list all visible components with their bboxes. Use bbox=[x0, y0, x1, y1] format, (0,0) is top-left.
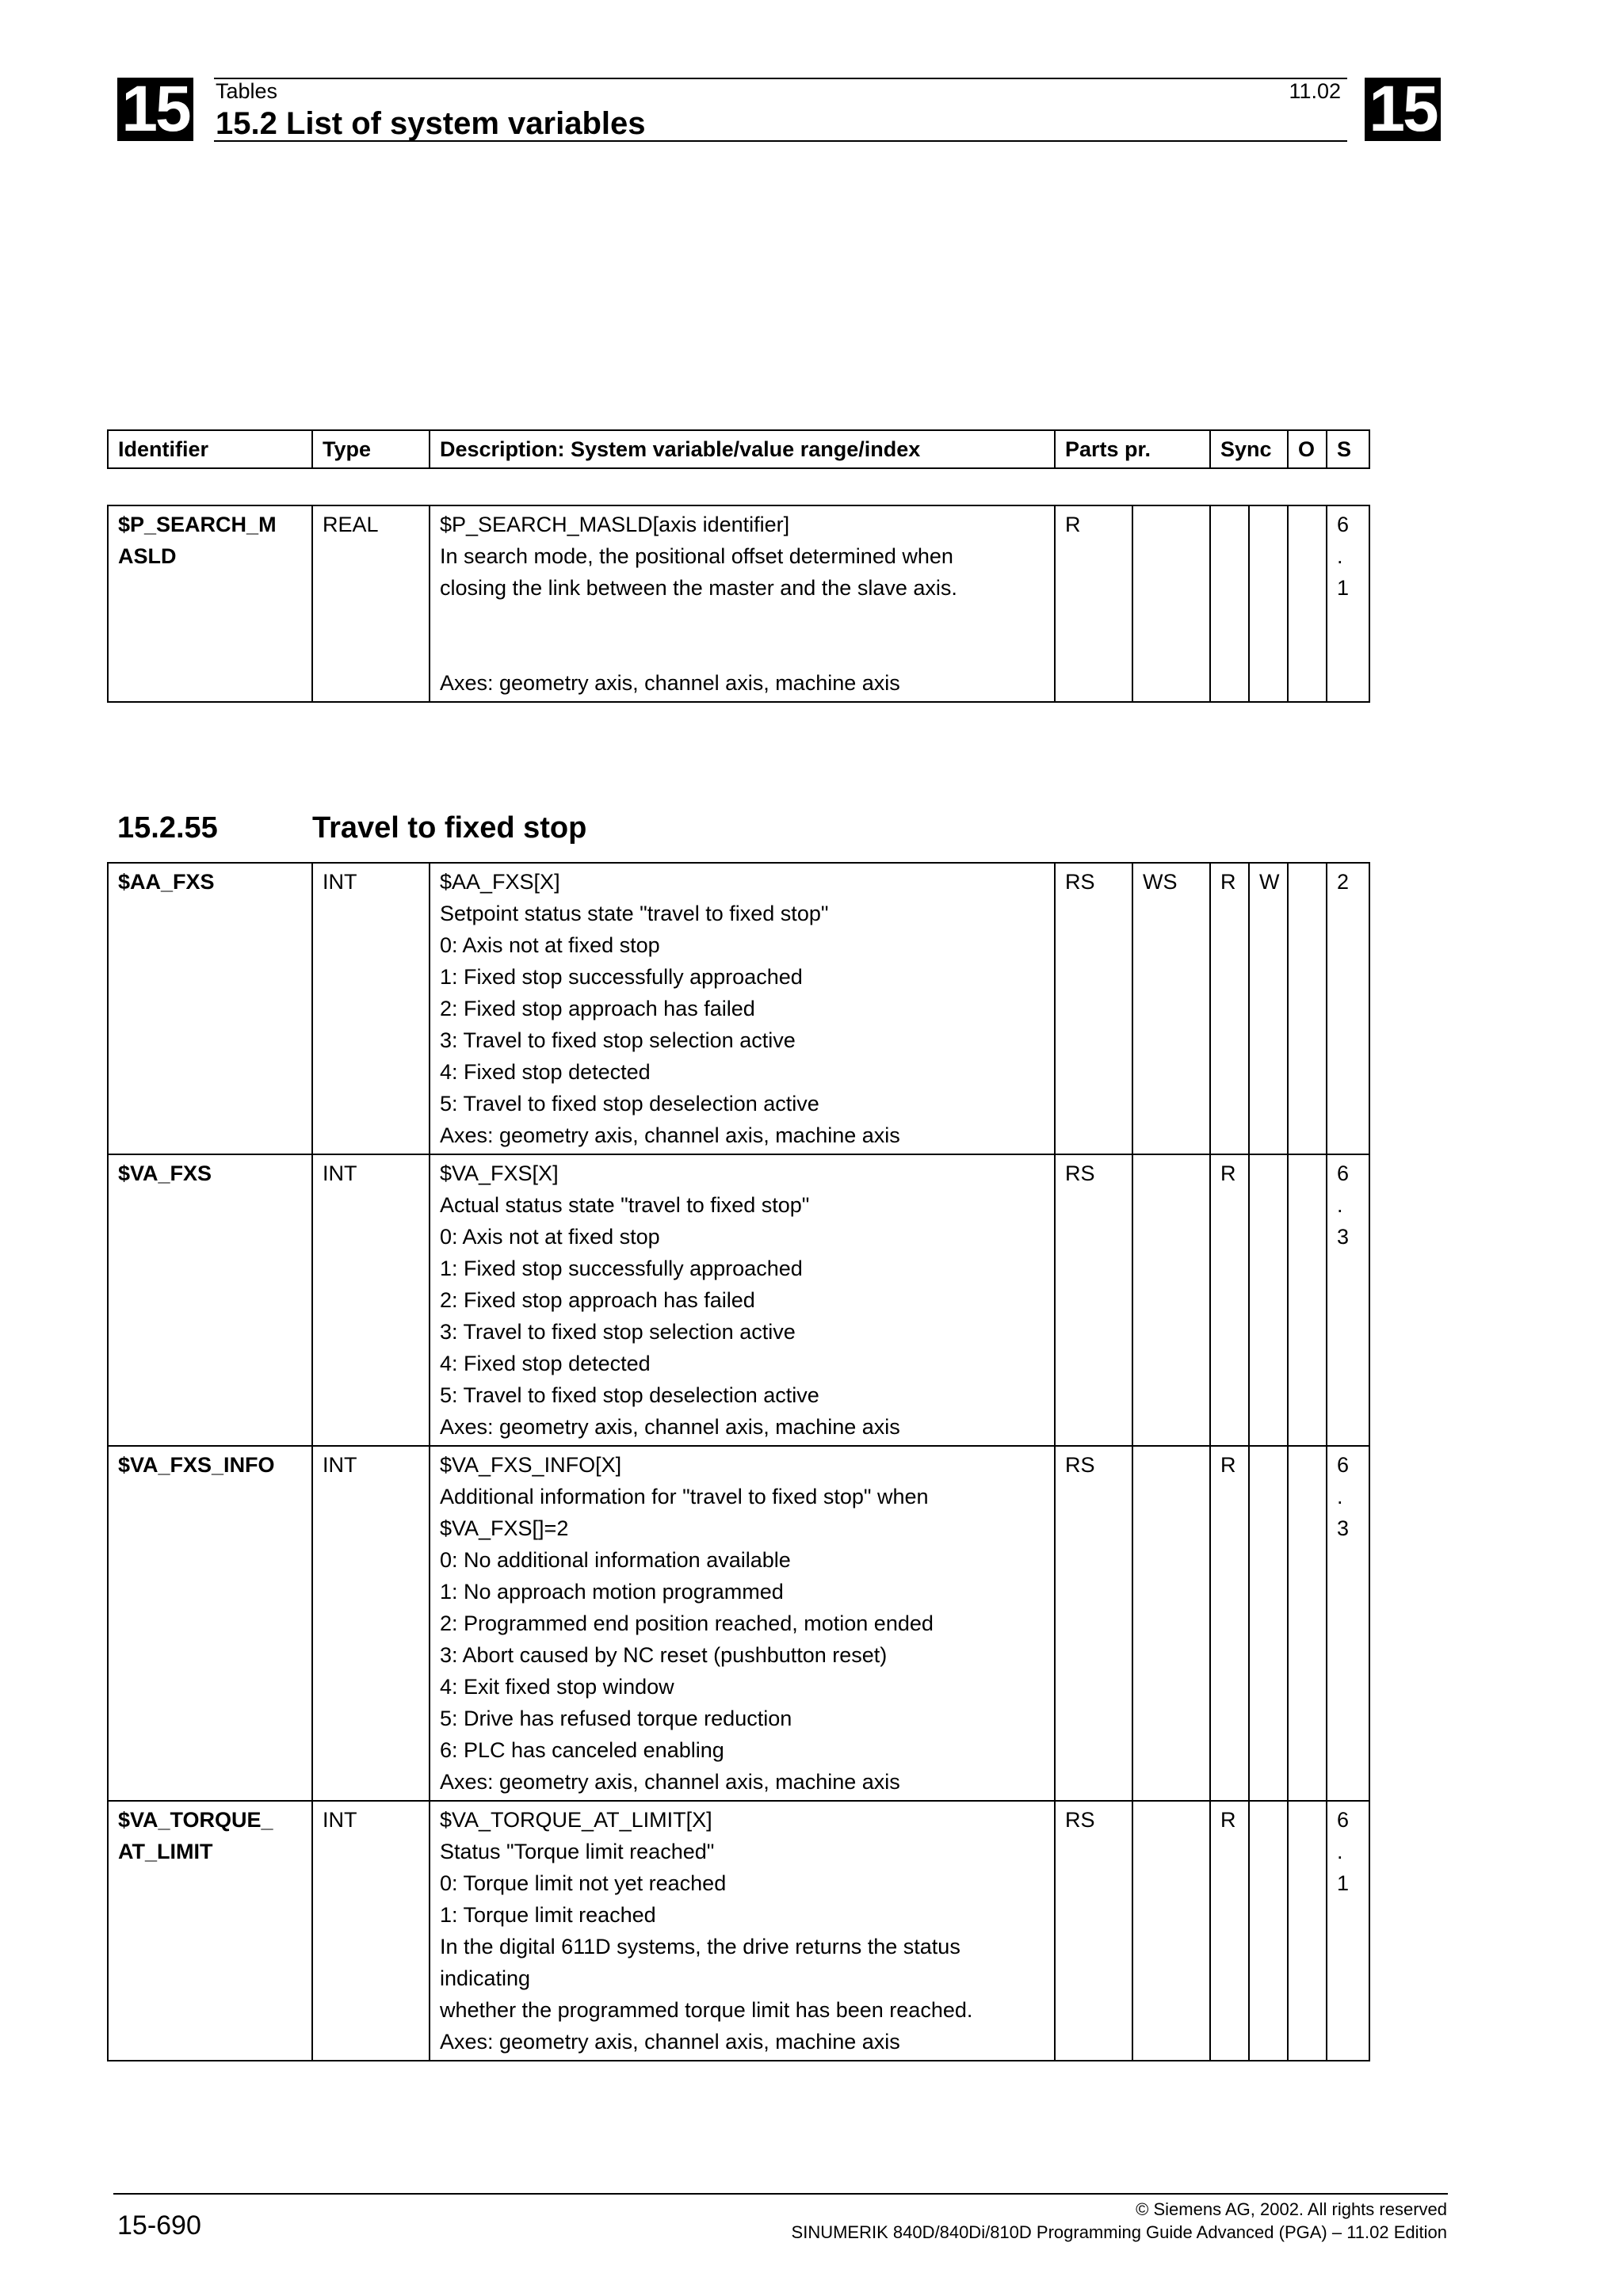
header-section-label: Tables bbox=[216, 79, 278, 103]
description-cell-line: $P_SEARCH_MASLD[axis identifier] bbox=[440, 513, 790, 536]
description-cell-line: Setpoint status state "travel to fixed stop" bbox=[440, 902, 829, 925]
page-title: 15.2 List of system variables bbox=[216, 106, 646, 141]
identifier-cell-line: $VA_TORQUE_ bbox=[118, 1808, 273, 1832]
parts-pr-cell: RS bbox=[1055, 863, 1132, 1154]
parts-pr-secondary-cell: WS bbox=[1132, 863, 1210, 1154]
description-cell-line: $VA_TORQUE_AT_LIMIT[X] bbox=[440, 1808, 712, 1832]
system-variable-table-first bbox=[107, 505, 1370, 703]
footer-rule bbox=[113, 2193, 1448, 2195]
sync-cell: R bbox=[1210, 1446, 1249, 1801]
system-variable-table-fixed-stop bbox=[107, 862, 1370, 2061]
sync-secondary-cell bbox=[1249, 1801, 1288, 2061]
s-cell bbox=[1327, 1154, 1369, 1446]
parts-pr-cell: RS bbox=[1055, 1154, 1132, 1446]
description-cell-line: $VA_FXS_INFO[X] bbox=[440, 1453, 622, 1477]
description-cell-line: 3: Travel to fixed stop selection active bbox=[440, 1320, 796, 1344]
description-cell-line: $AA_FXS[X] bbox=[440, 870, 560, 894]
sync-cell bbox=[1210, 505, 1249, 702]
description-cell bbox=[430, 1154, 1055, 1446]
s-cell bbox=[1327, 1446, 1369, 1801]
s-cell-line: 6 bbox=[1337, 1453, 1350, 1477]
description-cell bbox=[430, 505, 1055, 702]
identifier-cell bbox=[108, 863, 312, 1154]
header-rule-bottom bbox=[214, 140, 1347, 142]
description-cell-line: 5: Travel to fixed stop deselection active bbox=[440, 1383, 819, 1407]
description-cell-line: 1: Torque limit reached bbox=[440, 1903, 656, 1927]
s-cell-line: . bbox=[1337, 544, 1343, 568]
type-cell: INT bbox=[312, 1801, 430, 2061]
sync-cell: R bbox=[1210, 1801, 1249, 2061]
s-cell-line: . bbox=[1337, 1193, 1343, 1217]
description-cell-line: $VA_FXS[X] bbox=[440, 1161, 559, 1185]
column-header-row bbox=[108, 430, 1369, 468]
table-row bbox=[108, 1154, 1369, 1446]
description-cell-line: Axes: geometry axis, channel axis, machine axis bbox=[440, 1123, 900, 1147]
description-cell-line: Status "Torque limit reached" bbox=[440, 1840, 715, 1863]
s-cell-line: 1 bbox=[1337, 576, 1350, 600]
description-cell-line: 1: Fixed stop successfully approached bbox=[440, 965, 803, 989]
description-cell-line: 0: No additional information available bbox=[440, 1548, 791, 1572]
header-date: 11.02 bbox=[1289, 79, 1341, 103]
o-cell bbox=[1288, 1154, 1327, 1446]
column-header-identifier: Identifier bbox=[108, 430, 312, 468]
chapter-number-badge-right: 15 bbox=[1365, 78, 1441, 141]
sync-secondary-cell bbox=[1249, 505, 1288, 702]
sync-cell: R bbox=[1210, 863, 1249, 1154]
identifier-cell bbox=[108, 1801, 312, 2061]
o-cell bbox=[1288, 863, 1327, 1154]
column-header-s: S bbox=[1327, 430, 1369, 468]
description-cell-line: 1: Fixed stop successfully approached bbox=[440, 1257, 803, 1280]
type-cell: INT bbox=[312, 863, 430, 1154]
o-cell bbox=[1288, 1446, 1327, 1801]
description-cell bbox=[430, 1801, 1055, 2061]
identifier-cell bbox=[108, 505, 312, 702]
identifier-cell-line: $AA_FXS bbox=[118, 870, 215, 894]
table-row bbox=[108, 505, 1369, 702]
identifier-cell-line: $VA_FXS bbox=[118, 1161, 212, 1185]
s-cell-line: 6 bbox=[1337, 1808, 1350, 1832]
description-cell-line: 4: Fixed stop detected bbox=[440, 1060, 651, 1084]
s-cell bbox=[1327, 863, 1369, 1154]
description-cell-line bbox=[440, 604, 1044, 635]
description-cell-line: 3: Abort caused by NC reset (pushbutton reset) bbox=[440, 1643, 888, 1667]
column-header-description: Description: System variable/value range/index bbox=[430, 430, 1055, 468]
column-header-type: Type bbox=[312, 430, 430, 468]
s-cell bbox=[1327, 505, 1369, 702]
description-cell-line: Axes: geometry axis, channel axis, machine axis bbox=[440, 1415, 900, 1439]
description-cell-line: In search mode, the positional offset determined when bbox=[440, 544, 953, 568]
description-cell-line: 4: Fixed stop detected bbox=[440, 1352, 651, 1375]
description-cell-line: $VA_FXS[]=2 bbox=[440, 1516, 569, 1540]
s-cell-line: 3 bbox=[1337, 1225, 1350, 1249]
description-cell-line: 0: Axis not at fixed stop bbox=[440, 1225, 660, 1249]
s-cell-line: 3 bbox=[1337, 1516, 1350, 1540]
parts-pr-secondary-cell bbox=[1132, 1801, 1210, 2061]
description-cell-line: 5: Travel to fixed stop deselection active bbox=[440, 1092, 819, 1116]
column-header-table bbox=[107, 429, 1370, 469]
s-cell-line: 1 bbox=[1337, 1871, 1350, 1895]
page-number: 15-690 bbox=[117, 2210, 201, 2241]
sync-secondary-cell: W bbox=[1249, 863, 1288, 1154]
description-cell-line: 4: Exit fixed stop window bbox=[440, 1675, 674, 1699]
type-cell: INT bbox=[312, 1446, 430, 1801]
header-rule-top bbox=[214, 78, 1347, 79]
column-header-sync: Sync bbox=[1210, 430, 1288, 468]
description-cell-line: 2: Programmed end position reached, motion ended bbox=[440, 1611, 934, 1635]
description-cell bbox=[430, 863, 1055, 1154]
parts-pr-secondary-cell bbox=[1132, 1446, 1210, 1801]
sync-cell: R bbox=[1210, 1154, 1249, 1446]
table-row bbox=[108, 1446, 1369, 1801]
description-cell-line: Additional information for "travel to fixed stop" when bbox=[440, 1485, 929, 1508]
s-cell-line: . bbox=[1337, 1840, 1343, 1863]
section-title: Travel to fixed stop bbox=[312, 811, 587, 845]
footer-edition: SINUMERIK 840D/840Di/810D Programming Guide Advanced (PGA) – 11.02 Edition bbox=[791, 2222, 1447, 2242]
description-cell-line: Actual status state "travel to fixed stop" bbox=[440, 1193, 810, 1217]
chapter-number-badge: 15 bbox=[117, 78, 193, 141]
parts-pr-secondary-cell bbox=[1132, 1154, 1210, 1446]
identifier-cell-line: AT_LIMIT bbox=[118, 1840, 213, 1863]
description-cell-line: 0: Torque limit not yet reached bbox=[440, 1871, 727, 1895]
identifier-cell-line: $P_SEARCH_M bbox=[118, 513, 277, 536]
description-cell-line: 2: Fixed stop approach has failed bbox=[440, 1288, 755, 1312]
description-cell-line: indicating bbox=[440, 1966, 531, 1990]
identifier-cell bbox=[108, 1446, 312, 1801]
table-row bbox=[108, 1801, 1369, 2061]
o-cell bbox=[1288, 1801, 1327, 2061]
parts-pr-cell: R bbox=[1055, 505, 1132, 702]
sync-secondary-cell bbox=[1249, 1446, 1288, 1801]
identifier-cell bbox=[108, 1154, 312, 1446]
identifier-cell-line: $VA_FXS_INFO bbox=[118, 1453, 275, 1477]
description-cell-line: 3: Travel to fixed stop selection active bbox=[440, 1028, 796, 1052]
section-heading bbox=[117, 811, 586, 845]
type-cell: REAL bbox=[312, 505, 430, 702]
section-number: 15.2.55 bbox=[117, 811, 218, 845]
description-cell-line: 2: Fixed stop approach has failed bbox=[440, 997, 755, 1020]
table-row bbox=[108, 863, 1369, 1154]
description-cell-line: 0: Axis not at fixed stop bbox=[440, 933, 660, 957]
s-cell-line: 2 bbox=[1337, 870, 1350, 894]
type-cell: INT bbox=[312, 1154, 430, 1446]
parts-pr-cell: RS bbox=[1055, 1801, 1132, 2061]
description-cell-line: 5: Drive has refused torque reduction bbox=[440, 1707, 792, 1730]
sync-secondary-cell bbox=[1249, 1154, 1288, 1446]
identifier-cell-line: ASLD bbox=[118, 544, 177, 568]
description-cell bbox=[430, 1446, 1055, 1801]
description-cell-line: Axes: geometry axis, channel axis, machine axis bbox=[440, 2030, 900, 2054]
description-cell-line: whether the programmed torque limit has been reached. bbox=[440, 1998, 973, 2022]
description-cell-line bbox=[440, 635, 1044, 667]
column-header-o: O bbox=[1288, 430, 1327, 468]
s-cell-line: 6 bbox=[1337, 1161, 1350, 1185]
s-cell bbox=[1327, 1801, 1369, 2061]
description-cell-line: closing the link between the master and the slave axis. bbox=[440, 576, 957, 600]
s-cell-line: . bbox=[1337, 1485, 1343, 1508]
description-cell-line: Axes: geometry axis, channel axis, machine axis bbox=[440, 1770, 900, 1794]
parts-pr-secondary-cell bbox=[1132, 505, 1210, 702]
s-cell-line: 6 bbox=[1337, 513, 1350, 536]
o-cell bbox=[1288, 505, 1327, 702]
description-cell-line: 1: No approach motion programmed bbox=[440, 1580, 784, 1604]
footer-copyright: © Siemens AG, 2002. All rights reserved bbox=[1136, 2199, 1447, 2219]
parts-pr-cell: RS bbox=[1055, 1446, 1132, 1801]
description-cell-line: 6: PLC has canceled enabling bbox=[440, 1738, 724, 1762]
column-header-parts-pr: Parts pr. bbox=[1055, 430, 1210, 468]
description-cell-line: Axes: geometry axis, channel axis, machine axis bbox=[440, 671, 900, 695]
description-cell-line: In the digital 611D systems, the drive returns the status bbox=[440, 1935, 960, 1958]
